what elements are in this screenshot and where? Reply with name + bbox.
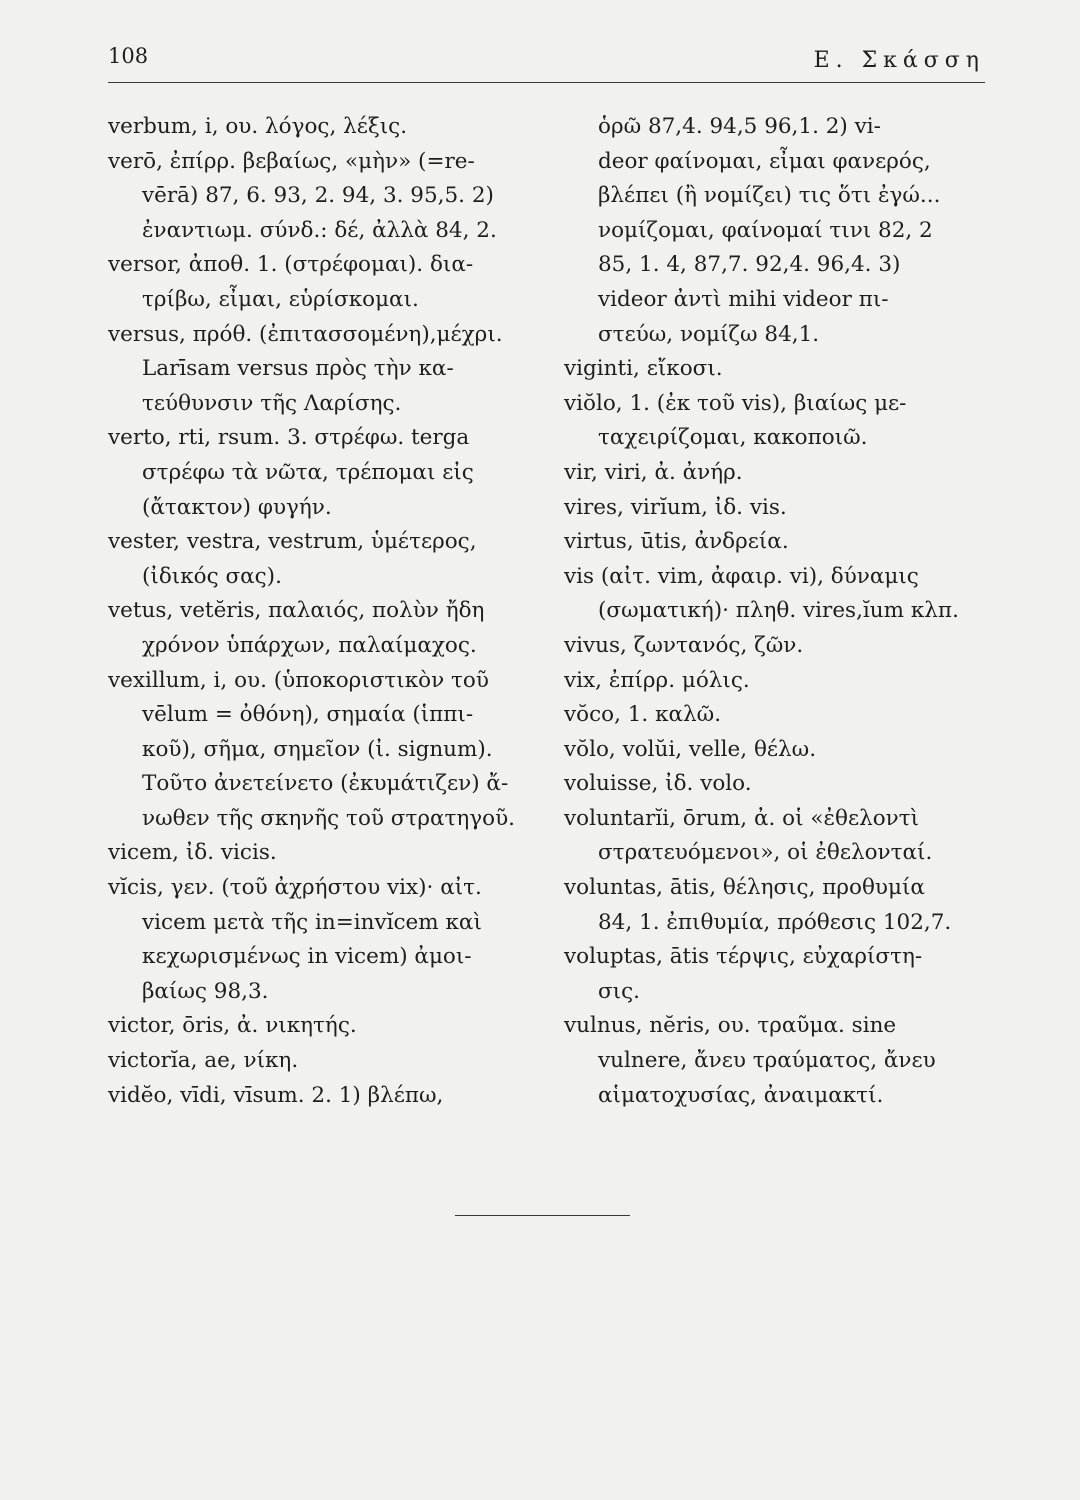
page-header [108, 44, 985, 80]
entry-line: vir, viri, ἀ. ἀνήρ. [564, 459, 743, 485]
entry-line: σις. [598, 978, 640, 1004]
entry-line: στρέφω τὰ νῶτα, τρέπομαι εἰς [142, 459, 474, 485]
entry-line: χρόνον ὑπάρχων, παλαίμαχος. [142, 632, 477, 658]
entry-line: vĭcis, γεν. (τοῦ ἀχρήστου vix)· αἰτ. [108, 875, 482, 901]
entry-line: vidĕo, vīdi, vīsum. 2. 1) βλέπω, [108, 1082, 444, 1108]
entry-line: νωθεν τῆς σκηνῆς τοῦ στρατηγοῦ. [142, 805, 516, 831]
entry-line: victor, ōris, ἀ. νικητής. [108, 1013, 357, 1039]
entry-line: viŏlo, 1. (ἐκ τοῦ vis), βιαίως με- [564, 390, 907, 416]
right-column [564, 110, 989, 1113]
entry-line: vulnere, ἄνευ τραύματος, ἄνευ [598, 1048, 936, 1074]
header-rule [108, 82, 985, 83]
entry-line: vivus, ζωντανός, ζῶν. [564, 632, 804, 658]
entry-line: videor ἀντὶ mihi videor πι- [598, 286, 889, 312]
entry-line: vulnus, nĕris, ου. τραῦμα. sine [564, 1013, 897, 1039]
entry-line: νομίζομαι, φαίνομαί τινι 82, 2 [598, 217, 933, 243]
entry-line: voluisse, ἰδ. volo. [564, 771, 752, 797]
entry-line: στρατευόμενοι», οἱ ἐθελονταί. [598, 840, 933, 866]
entry-line: vicem, ἰδ. vicis. [108, 840, 277, 866]
entry-line: deor φαίνομαι, εἶμαι φανερός, [598, 148, 931, 174]
entry-line: vērā) 87, 6. 93, 2. 94, 3. 95,5. 2) [142, 183, 494, 209]
entry-line: vexillum, i, ου. (ὑποκοριστικὸν τοῦ [108, 667, 489, 693]
entry-line: ἐναντιωμ. σύνδ.: δέ, ἀλλὰ 84, 2. [142, 217, 497, 243]
entry-line: (σωματική)· πληθ. vires,ĭum κλπ. [598, 598, 959, 624]
entry-line: αἱματοχυσίας, ἀναιμακτί. [598, 1082, 884, 1108]
entry-line: voluptas, ātis τέρψις, εὐχαρίστη- [564, 944, 923, 970]
entry-line: vis (αἰτ. vim, ἀφαιρ. vi), δύναμις [564, 563, 919, 589]
entry-line: vēlum = ὀθόνη), σημαία (ἱππι- [142, 702, 474, 728]
entry-line: vester, vestra, vestrum, ὑμέτερος, [108, 529, 477, 555]
entry-line: ταχειρίζομαι, κακοποιῶ. [598, 425, 868, 451]
entry-line: ὁρῶ 87,4. 94,5 96,1. 2) vi- [598, 114, 881, 139]
entry-line: versus, πρόθ. (ἐπιτασσομένη),μέχρι. [108, 321, 503, 347]
entry-line: voluntas, ātis, θέλησις, προθυμία [564, 875, 925, 901]
entry-line: 84, 1. ἐπιθυμία, πρόθεσις 102,7. [598, 909, 952, 935]
entry-line: vix, ἐπίρρ. μόλις. [564, 667, 750, 693]
entry-line: τρίβω, εἶμαι, εὑρίσκομαι. [142, 286, 419, 312]
end-rule [455, 1215, 630, 1216]
entry-line: versor, ἀποθ. 1. (στρέφομαι). δια- [108, 252, 474, 278]
entry-line: βαίως 98,3. [142, 978, 269, 1004]
entry-line: verbum, i, ου. λόγος, λέξις. [108, 114, 408, 139]
entry-line: (ἰδικός σας). [142, 563, 282, 589]
entry-line: virtus, ūtis, ἀνδρεία. [564, 529, 789, 555]
left-column [108, 110, 538, 1113]
entry-line: βλέπει (ἢ νομίζει) τις ὅτι ἐγώ... [598, 183, 941, 209]
entry-line: κεχωρισμένως in vicem) ἀμοι- [142, 944, 472, 970]
entry-line: vŏco, 1. καλῶ. [564, 702, 722, 728]
entry-line: Τοῦτο ἀνετείνετο (ἐκυμάτιζεν) ἄ- [142, 771, 509, 797]
entry-line: κοῦ), σῆμα, σημεῖον (ἰ. signum). [142, 736, 493, 762]
entry-line: 85, 1. 4, 87,7. 92,4. 96,4. 3) [598, 252, 901, 278]
entry-line: viginti, εἴκοσι. [564, 356, 723, 382]
entry-line: vetus, vetĕris, παλαιός, πολὺν ἤδη [108, 598, 485, 624]
entry-line: Larīsam versus πρὸς τὴν κα- [142, 356, 454, 382]
entry-line: voluntarĭi, ōrum, ἀ. οἱ «ἐθελοντὶ [564, 805, 920, 831]
entry-line: (ἄτακτον) φυγήν. [142, 494, 332, 520]
entry-line: vires, virĭum, ἰδ. vis. [564, 494, 787, 520]
running-head: Ε. Σκάσση [813, 48, 985, 73]
entry-line: verto, rti, rsum. 3. στρέφω. terga [108, 425, 470, 451]
entry-line: στεύω, νομίζω 84,1. [598, 321, 820, 347]
entry-line: victorĭa, ae, νίκη. [108, 1048, 299, 1074]
entry-line: verō, ἐπίρρ. βεβαίως, «μὴν» (=re- [108, 148, 475, 174]
page-number: 108 [108, 44, 149, 68]
entry-line: vicem μετὰ τῆς in=invĭcem καὶ [142, 909, 482, 935]
entry-line: vŏlo, volŭi, velle, θέλω. [564, 736, 817, 762]
entry-line: τεύθυνσιν τῆς Λαρίσης. [142, 390, 402, 416]
